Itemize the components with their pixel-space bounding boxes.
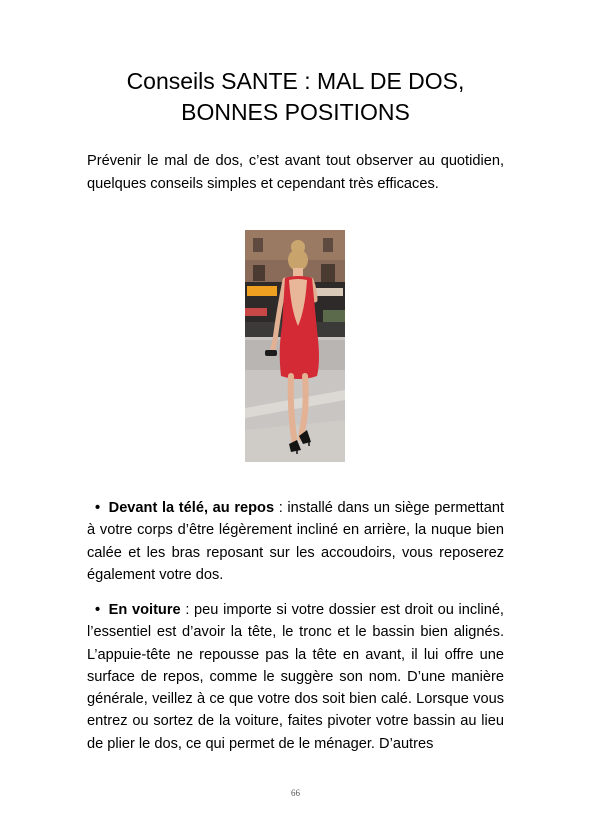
- section-lead: Devant la télé, au repos: [108, 500, 275, 516]
- section-text: : installé dans un siège permettant à votre corps d’être légèrement incliné en arrière, la nuque bien calée et les bras reposant sur les accoudoirs, vous reposerez également votre dos.: [87, 500, 504, 583]
- title-line-2: BONNES POSITIONS: [181, 99, 410, 125]
- section-tv-rest: [87, 497, 504, 586]
- section-car: [87, 599, 504, 780]
- title-line-1: Conseils SANTE : MAL DE DOS,: [126, 68, 465, 94]
- section-text: : peu importe si votre dossier est droit ou incliné, l’essentiel est d’avoir la tête, le tronc et le bassin bien alignés. L’appuie-tête ne repousse pas la tête en avant, il lui offre une surface de repos, comme le suggère son nom. D’une manière générale, veillez à ce que votre dos soit bien calé. Lorsque vous entrez ou sortez de la voiture, faites pivoter votre bassin au lieu de plier le dos, ce qui permet de le ménager. D’autres: [87, 602, 504, 752]
- page-number: 66: [291, 788, 300, 798]
- section-lead: En voiture: [108, 602, 181, 618]
- intro-paragraph: Prévenir le mal de dos, c’est avant tout observer au quotidien, quelques conseils simples et cependant très efficaces.: [87, 153, 504, 192]
- page-title: [60, 66, 531, 128]
- bullet-icon: •: [94, 602, 101, 618]
- woman-red-dress-photo: [245, 230, 345, 462]
- bullet-icon: •: [94, 500, 101, 516]
